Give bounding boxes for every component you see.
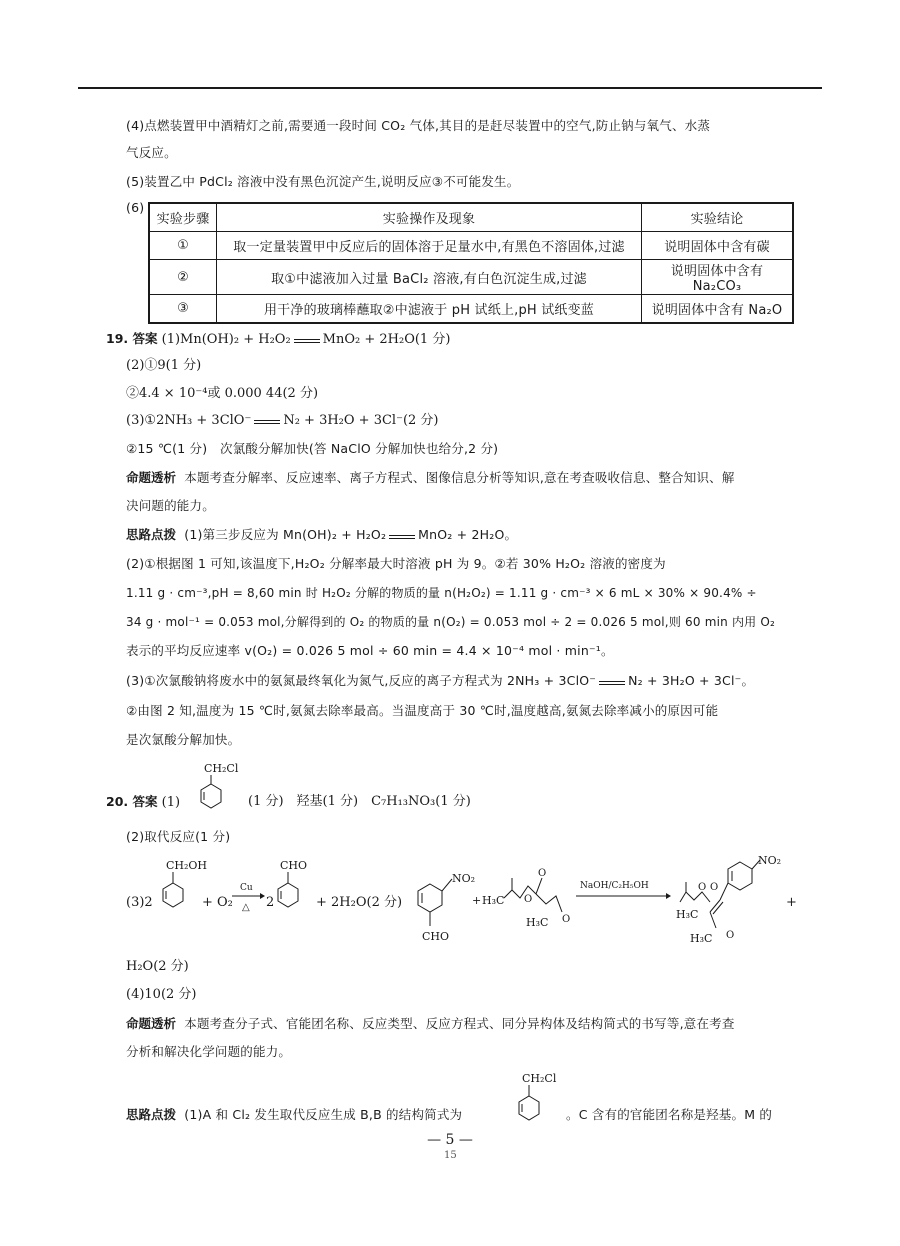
table-header: 实验步骤 — [149, 203, 217, 232]
arrow-head — [666, 893, 671, 899]
table-cell: ① — [149, 232, 217, 260]
q19-line1 — [106, 329, 450, 350]
q20-l1-b: (1 分) 羟基(1 分) C₇H₁₃NO₃(1 分) — [248, 794, 471, 809]
q18-p4-line1: (4)点燃装置甲中酒精灯之前,需要通一段时间 CO₂ 气体,其目的是赶尽装置中的空气,防止钠与氧气、水蒸 — [126, 118, 711, 133]
q19-slx-line1 — [126, 525, 517, 546]
bond-line — [720, 883, 728, 900]
table-row — [149, 260, 793, 295]
ester-o-label: O — [698, 882, 707, 893]
benzyl-alcohol-structure — [152, 855, 208, 919]
q19-slx-label: 思路点拨 — [126, 527, 177, 542]
page-number: — 5 — — [427, 1132, 473, 1148]
q19-line2: (2)①9(1 分) — [126, 358, 202, 373]
equals-sign — [389, 535, 415, 536]
double-bond — [713, 902, 723, 914]
q20-slx-text-a: (1)A 和 Cl₂ 发生取代反应生成 B,B 的结构简式为 — [184, 1107, 463, 1122]
q20-line1 — [106, 792, 180, 813]
product-structure — [676, 846, 796, 950]
h3c-label-2: H₃C — [526, 916, 549, 929]
q20-l3-prefix: (3)2 — [126, 895, 153, 910]
q20-tmx-line1 — [126, 1014, 735, 1035]
q20-slx-line1 — [126, 1105, 462, 1126]
q20-line2: (2)取代反应(1 分) — [126, 829, 231, 844]
q19-slx-6-lhs: (3)①次氯酸钠将废水中的氨氮最终氧化为氮气,反应的离子方程式为 2NH₃ + 3ClO⁻ — [126, 673, 597, 688]
q19-slx-line7: ②由图 2 知,温度为 15 ℃时,氨氮去除率最高。当温度高于 30 ℃时,温度越高,氨氮去除率减小的原因可能 — [126, 703, 719, 718]
q19-eq1-rhs: MnO₂ + 2H₂O(1 分) — [322, 332, 451, 347]
table-cell: 取一定量装置甲中反应后的固体溶于足量水中,有黑色不溶固体,过滤 — [217, 232, 642, 260]
reagent-label: NaOH/C₂H₅OH — [580, 881, 649, 891]
experiment-table — [148, 202, 794, 324]
bond-line — [710, 912, 716, 928]
carbonyl-o-label: O — [538, 868, 547, 879]
nitrobenzaldehyde-structure — [408, 862, 478, 946]
q19-tmx-label: 命题透析 — [126, 470, 177, 485]
q19-tmx-text: 本题考查分解率、反应速率、离子方程式、图像信息分析等知识,意在考查吸收信息、整合知识、解 — [184, 470, 735, 485]
table-cell: ② — [149, 260, 217, 295]
table-row — [149, 232, 793, 260]
footer-small-number: 15 — [444, 1150, 457, 1161]
benzyl-chloride-structure — [190, 758, 239, 818]
q19-eq2-lhs: (3)①2NH₃ + 3ClO⁻ — [126, 413, 252, 428]
keto-chain — [536, 894, 562, 912]
q19-tmx-line2: 决问题的能力。 — [126, 498, 215, 513]
carbonyl-bond — [536, 878, 542, 894]
q20-tmx-line2: 分析和解决化学问题的能力。 — [126, 1044, 292, 1059]
table-header: 实验操作及现象 — [217, 203, 642, 232]
q20-slx-label: 思路点拨 — [126, 1107, 177, 1122]
no2-label: NO₂ — [452, 872, 476, 885]
table-cell: ③ — [149, 295, 217, 324]
q19-slx-6-rhs: N₂ + 3H₂O + 3Cl⁻。 — [628, 673, 755, 688]
ch2cl-label: CH₂Cl — [204, 762, 239, 775]
cho-label: CHO — [280, 859, 308, 872]
q19-line5: ②15 ℃(1 分) 次氯酸分解加快(答 NaClO 分解加快也给分,2 分) — [126, 441, 499, 456]
bond-line — [442, 879, 452, 891]
q19-slx-line5: 表示的平均反应速率 v(O₂) = 0.026 5 mol ÷ 60 min = 4.4 × 10⁻⁴ mol · min⁻¹。 — [126, 643, 614, 658]
carbonyl-o-label: O — [710, 882, 719, 893]
q19-slx-line3: 1.11 g · cm⁻³,pH = 8,60 min 时 H₂O₂ 分解的物质的量 n(H₂O₂) = 1.11 g · cm⁻³ × 6 mL × 30% × 90.4% ÷ — [126, 586, 757, 600]
q20-l3-water: + 2H₂O(2 分) — [316, 895, 403, 910]
h3c-label: H₃C — [482, 894, 505, 907]
plus-sign: + — [472, 894, 482, 907]
q20-l3-end: H₂O(2 分) — [126, 959, 189, 974]
q19-eq2-rhs: N₂ + 3H₂O + 3Cl⁻(2 分) — [283, 413, 439, 428]
table-cell: 说明固体中含有碳 — [642, 232, 794, 260]
q20-line4: (4)10(2 分) — [126, 987, 197, 1002]
equals-sign — [599, 681, 625, 682]
reaction-arrow-naoh — [574, 874, 674, 908]
q18-p6-label: (6) — [126, 200, 145, 215]
equals-sign — [294, 339, 320, 340]
ch2oh-label: CH₂OH — [166, 859, 208, 872]
no2-label: NO₂ — [758, 854, 782, 867]
table-header: 实验结论 — [642, 203, 794, 232]
q18-p5: (5)装置乙中 PdCl₂ 溶液中没有黑色沉淀产生,说明反应③不可能发生。 — [126, 174, 520, 189]
q19-answer-label: 19. 答案 — [106, 331, 158, 346]
q20-slx-text-b: 。C 含有的官能团名称是羟基。M 的 — [566, 1107, 773, 1122]
h3c-label: H₃C — [676, 908, 699, 921]
q19-tmx-line1 — [126, 468, 735, 489]
bond-line — [710, 900, 720, 912]
q19-slx-1-lhs: (1)第三步反应为 Mn(OH)₂ + H₂O₂ — [184, 527, 387, 542]
q19-slx-line8: 是次氯酸分解加快。 — [126, 732, 241, 747]
benzyl-chloride-structure-2 — [508, 1068, 557, 1128]
ch2cl-label: CH₂Cl — [522, 1072, 557, 1085]
isopropyl-acetoacetate-structure — [470, 864, 580, 934]
arrow-head — [260, 893, 265, 899]
q19-eq1-lhs: (1)Mn(OH)₂ + H₂O₂ — [161, 332, 291, 347]
q20-tmx-text: 本题考查分子式、官能团名称、反应类型、反应方程式、同分异构体及结构简式的书写等,意在考查 — [184, 1016, 735, 1031]
table-cell: 取①中滤液加入过量 BaCl₂ 溶液,有白色沉淀生成,过滤 — [217, 260, 642, 295]
table-cell: 说明固体中含有 Na₂CO₃ — [642, 260, 794, 295]
table-cell: 用干净的玻璃棒蘸取②中滤液于 pH 试纸上,pH 试纸变蓝 — [217, 295, 642, 324]
h3c-label-2: H₃C — [690, 932, 713, 945]
q20-l3-two: 2 — [266, 895, 275, 910]
equals-sign — [254, 420, 280, 421]
q20-l3-trailing-plus: + — [786, 895, 797, 910]
q19-slx-1-rhs: MnO₂ + 2H₂O。 — [418, 527, 518, 542]
q19-slx-line4: 34 g · mol⁻¹ = 0.053 mol,分解得到的 O₂ 的物质的量 n(O₂) = 0.053 mol ÷ 2 = 0.026 5 mol,则 60 min 内用 O₂ — [126, 615, 776, 629]
q20-answer-label: 20. 答案 — [106, 794, 158, 809]
q20-l3-o2: + O₂ — [202, 895, 233, 910]
ester-o-label: O — [524, 894, 533, 905]
table-cell: 说明固体中含有 Na₂O — [642, 295, 794, 324]
keto-o-label: O — [726, 930, 735, 941]
cho-label: CHO — [422, 930, 450, 943]
keto-o-label: O — [562, 914, 571, 925]
delta-label: △ — [242, 902, 250, 913]
q19-slx-line6 — [126, 671, 754, 691]
table-row — [149, 295, 793, 324]
q19-line3: ②4.4 × 10⁻⁴或 0.000 44(2 分) — [126, 386, 319, 401]
benzaldehyde-structure — [270, 855, 314, 919]
ester-chain — [680, 892, 710, 902]
table-header-row — [149, 203, 793, 232]
q18-p4-line2: 气反应。 — [126, 145, 177, 160]
header-rule — [78, 87, 822, 89]
q19-slx-line2: (2)①根据图 1 可知,该温度下,H₂O₂ 分解率最大时溶液 pH 为 9。②若 30% H₂O₂ 溶液的密度为 — [126, 556, 666, 571]
q19-line4 — [126, 411, 439, 431]
reaction-arrow-cu — [230, 880, 266, 914]
q20-l1-a: (1) — [161, 795, 181, 810]
q20-tmx-label: 命题透析 — [126, 1016, 177, 1031]
cu-label: Cu — [240, 883, 253, 893]
